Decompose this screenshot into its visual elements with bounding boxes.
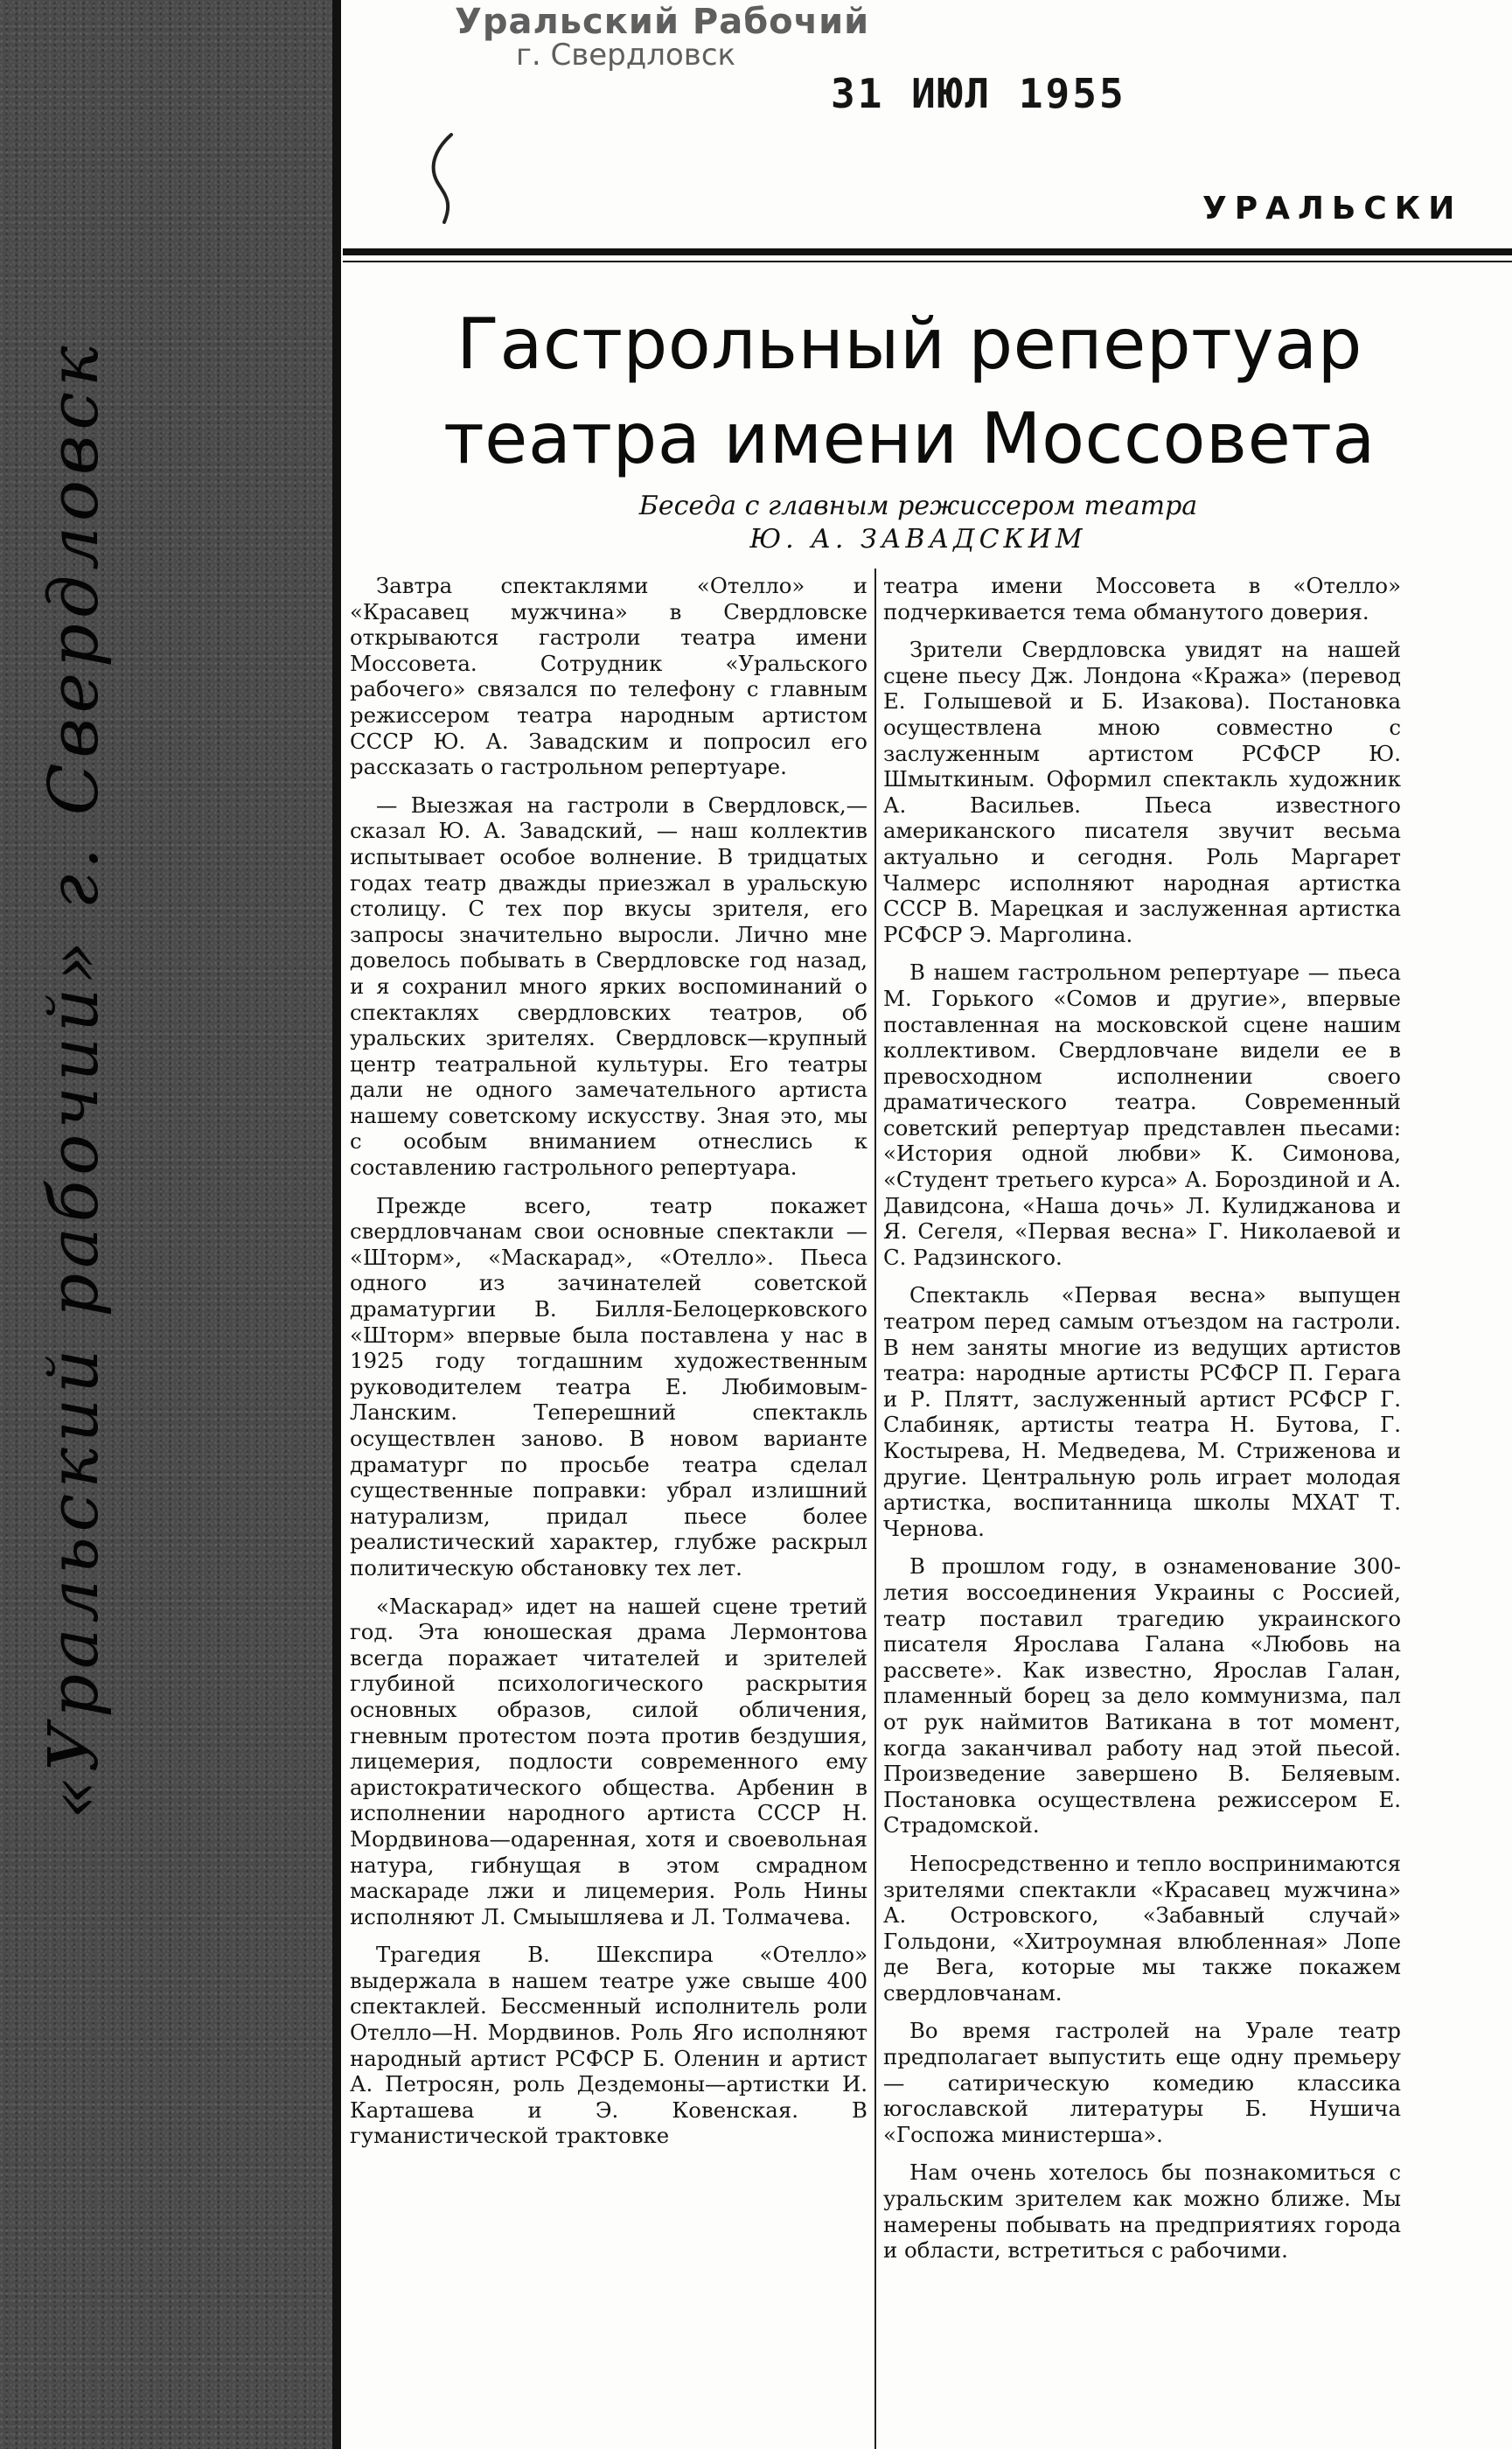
masthead-rule	[343, 248, 1512, 255]
subhead-author: Ю. А. ЗАВАДСКИМ	[749, 524, 1087, 555]
article-subhead	[437, 490, 1399, 556]
paragraph: Во время гастролей на Урале театр предполагает выпустить еще одну премьеру — сатирическую комедию классика югославской литературы Б. Нушича «Госпожа министерша».	[883, 2018, 1401, 2147]
paragraph: — Выезжая на гастроли в Свердловск,—сказал Ю. А. Завадский, — наш коллектив испытывает особое волнение. В тридцатых годах театр дважды приезжал в уральскую столицу. С тех пор вкусы зрителя, его запросы значительно выросли. Лично мне довелось побывать в Свердловске год назад, и я сохранил много ярких воспоминаний о спектаклях свердловских театров, об уральских зрителях. Свердловск—крупный центр театральной культуры. Его театры дали не одного замечательного артиста нашему советскому искусству. Зная это, мы с особым вниманием отнеслись к составлению гастрольного репертуара.	[350, 792, 867, 1181]
subhead-line-1: Беседа с главным режиссером театра	[638, 491, 1198, 521]
column-divider	[874, 569, 876, 2449]
scan-margin-strip	[0, 0, 341, 2449]
stamp-line-2: г. Свердловск	[516, 38, 736, 73]
pencil-mark-icon	[418, 131, 470, 227]
headline-line-1: Гастрольный репертуар	[456, 304, 1362, 385]
paper-edge-shadow	[332, 0, 341, 2449]
archive-stamp	[455, 3, 869, 72]
article-column-right	[883, 573, 1401, 2276]
paragraph: Прежде всего, театр покажет свердловчанам свои основные спектакли — «Шторм», «Маскарад», «Отелло». Пьеса одного из зачинателей советской драматургии В. Билля-Белоцерковского «Шторм» впервые была поставлена у нас в 1925 году тогдашним художественным руководителем театра Е. Любимовым-Ланским. Теперешний спектакль осуществлен заново. В новом варианте драматург по просьбе театра сделал существенные поправки: убрал излишний натурализм, придал пьесе более реалистический характер, глубже раскрыл политическую обстановку тех лет.	[350, 1192, 867, 1580]
handwritten-note: «Уральский рабочий» г. Свердловск	[35, 340, 114, 1819]
paragraph: Трагедия В. Шекспира «Отелло» выдержала в нашем театре уже свыше 400 спектаклей. Бессменный исполнитель роли Отелло—Н. Мордвинов. Роль Яго исполняют народный артист РСФСР Б. Оленин и артист А. Петросян, роль Дездемоны—артистки И. Карташева и Э. Ковенская. В гуманистической трактовке	[350, 1942, 867, 2149]
paragraph: театра имени Моссовета в «Отелло» подчеркивается тема обманутого доверия.	[883, 573, 1401, 624]
paragraph: Спектакль «Первая весна» выпущен театром перед самым отъездом на гастроли. В нем заняты многие из ведущих артистов театра: народные артисты РСФСР П. Герага и Р. Плятт, заслуженный артист РСФСР Г. Слабиняк, артисты театра Н. Бутова, Г. Костырева, Н. Медведева, М. Стриженова и другие. Центральную роль играет молодая артистка, воспитанница школы МХАТ Т. Чернова.	[883, 1282, 1401, 1541]
article-headline	[350, 297, 1469, 486]
article-column-left	[350, 573, 867, 2161]
paragraph: «Маскарад» идет на нашей сцене третий год. Эта юношеская драма Лермонтова всегда поражает читателей и зрителей глубиной психологического раскрытия основных образов, силой обличения, гневным протестом поэта против бездушия, лицемерия, подлости современного ему аристократического общества. Арбенин в исполнении народного артиста СССР Н. Мордвинова—одаренная, хотя и своевольная натура, гибнущая в этом смрадном маскараде лжи и лицемерия. Роль Нины исполняют Л. Смыышляева и Л. Толмачева.	[350, 1593, 867, 1929]
headline-line-2: театра имени Моссовета	[443, 398, 1376, 479]
paragraph: Непосредственно и тепло воспринимаются зрителями спектакли «Красавец мужчина» А. Островского, «Забавный случай» Гольдони, «Хитроумная влюбленная» Лопе де Вега, которые мы также покажем свердловчанам.	[883, 1850, 1401, 2006]
paragraph: В нашем гастрольном репертуаре — пьеса М. Горького «Сомов и другие», впервые поставленная на московской сцене нашим коллективом. Свердловчане видели ее в превосходном исполнении своего драматического театра. Современный советский репертуар представлен пьесами: «История одной любви» К. Симонова, «Студент третьего курса» А. Бороздиной и А. Давидсона, «Наша дочь» Л. Кулиджанова и Я. Сегеля, «Первая весна» Г. Николаевой и С. Радзинского.	[883, 959, 1401, 1270]
date-stamp: 31 ИЮЛ 1955	[831, 70, 1126, 117]
paragraph: В прошлом году, в ознаменование 300-летия воссоединения Украины с Россией, театр поставил трагедию украинского писателя Ярослава Галана «Любовь на рассвете». Как известно, Ярослав Галан, пламенный борец за дело коммунизма, пал от рук наймитов Ватикана в тот момент, когда заканчивал работу над этой пьесой. Произведение завершено В. Беляевым. Постановка осуществлена режиссером Е. Страдомской.	[883, 1553, 1401, 1838]
masthead-fragment: УРАЛЬСКИ	[1202, 191, 1463, 227]
stamp-line-1: Уральский Рабочий	[455, 2, 870, 42]
paragraph: Завтра спектаклями «Отелло» и «Красавец мужчина» в Свердловске открываются гастроли театра имени Моссовета. Сотрудник «Уральского рабочего» связался по телефону с главным режиссером театра народным артистом СССР Ю. А. Завадским и попросил его рассказать о гастрольном репертуаре.	[350, 573, 867, 780]
paragraph: Нам очень хотелось бы познакомиться с уральским зрителем как можно ближе. Мы намерены побывать на предприятиях города и области, встретиться с рабочими.	[883, 2159, 1401, 2264]
paragraph: Зрители Свердловска увидят на нашей сцене пьесу Дж. Лондона «Кража» (перевод Е. Голышевой и Б. Изакова). Постановка осуществлена мною совместно с заслуженным артистом РСФСР Ю. Шмыткиным. Оформил спектакль художник А. Васильев. Пьеса известного американского писателя звучит весьма актуально и сегодня. Роль Маргарет Чалмерс исполняют народная артистка СССР В. Марецкая и заслуженная артистка РСФСР Э. Марголина.	[883, 637, 1401, 947]
masthead-rule-thin	[343, 261, 1512, 262]
